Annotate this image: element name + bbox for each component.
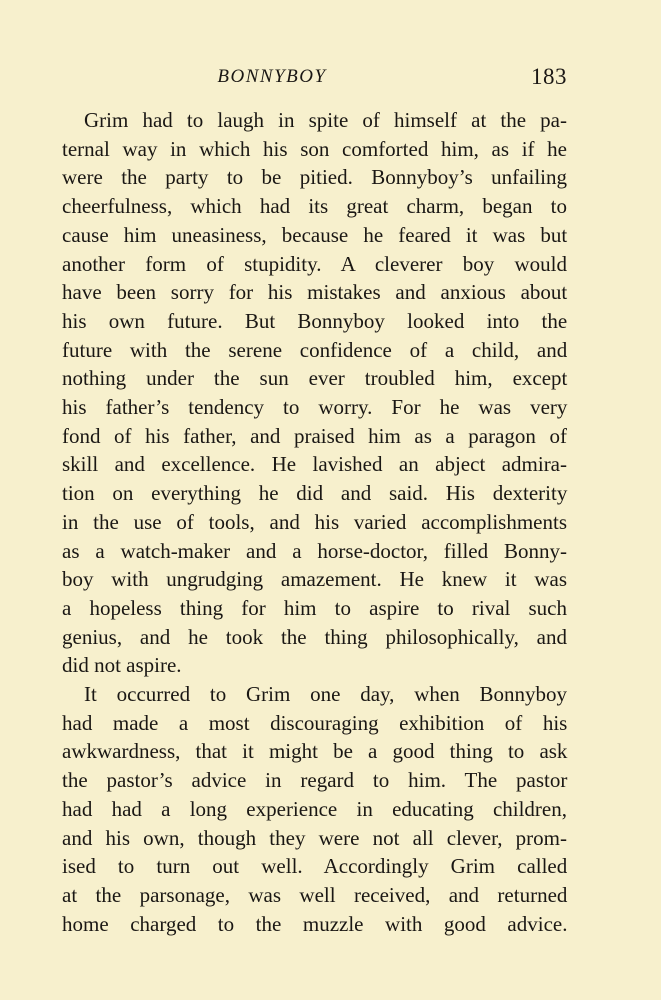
text-line: tion on everything he did and said. His dexterity xyxy=(62,481,568,506)
text-line: skill and excellence. He lavished an abject admira- xyxy=(62,452,567,477)
body-text xyxy=(62,106,567,938)
text-line: ternal way in which his son comforted him, as if he xyxy=(62,136,567,161)
text-line: boy with ungrudging amazement. He knew it was xyxy=(62,567,567,592)
text-line: another form of stupidity. A cleverer boy would xyxy=(62,251,567,276)
text-line: had had a long experience in educating children, xyxy=(62,796,567,821)
page-number: 183 xyxy=(531,64,567,89)
text-line: his own future. But Bonnyboy looked into the xyxy=(62,308,568,333)
text-line: fond of his father, and praised him as a paragon of xyxy=(62,423,567,448)
text-line: as a watch-maker and a horse-doctor, filled Bonny- xyxy=(62,538,567,563)
text-line: were the party to be pitied. Bonnyboy’s unfailing xyxy=(62,165,567,190)
text-line: have been sorry for his mistakes and anxious about xyxy=(62,280,568,305)
text-line: ised to turn out well. Accordingly Grim called xyxy=(62,854,568,879)
paragraph-2 xyxy=(62,680,567,938)
running-title: BONNYBOY xyxy=(217,66,327,87)
text-line: Grim had to laugh in spite of himself at the pa- xyxy=(84,108,567,132)
text-line: cheerfulness, which had its great charm, began to xyxy=(62,194,567,219)
text-line: home charged to the muzzle with good advice. xyxy=(62,911,568,936)
text-line: genius, and he took the thing philosophically, and xyxy=(62,624,567,649)
text-line: the pastor’s advice in regard to him. The pastor xyxy=(62,768,568,793)
text-line: nothing under the sun ever troubled him, except xyxy=(62,366,568,391)
text-line: cause him uneasiness, because he feared it was but xyxy=(62,222,568,247)
text-line: his father’s tendency to worry. For he was very xyxy=(62,395,568,420)
text-line: in the use of tools, and his varied accomplishments xyxy=(62,509,567,534)
running-head xyxy=(62,64,567,96)
text-line: had made a most discouraging exhibition of his xyxy=(62,710,568,735)
text-line: at the parsonage, was well received, and returned xyxy=(62,882,568,907)
paragraph-1 xyxy=(62,106,567,680)
text-line: a hopeless thing for him to aspire to rival such xyxy=(62,595,568,620)
text-line: did not aspire. xyxy=(62,653,182,678)
text-line: and his own, though they were not all clever, prom- xyxy=(62,825,567,850)
text-line: future with the serene confidence of a child, and xyxy=(62,337,568,362)
text-line: It occurred to Grim one day, when Bonnyboy xyxy=(84,682,567,707)
text-line: awkwardness, that it might be a good thing to ask xyxy=(62,739,568,764)
